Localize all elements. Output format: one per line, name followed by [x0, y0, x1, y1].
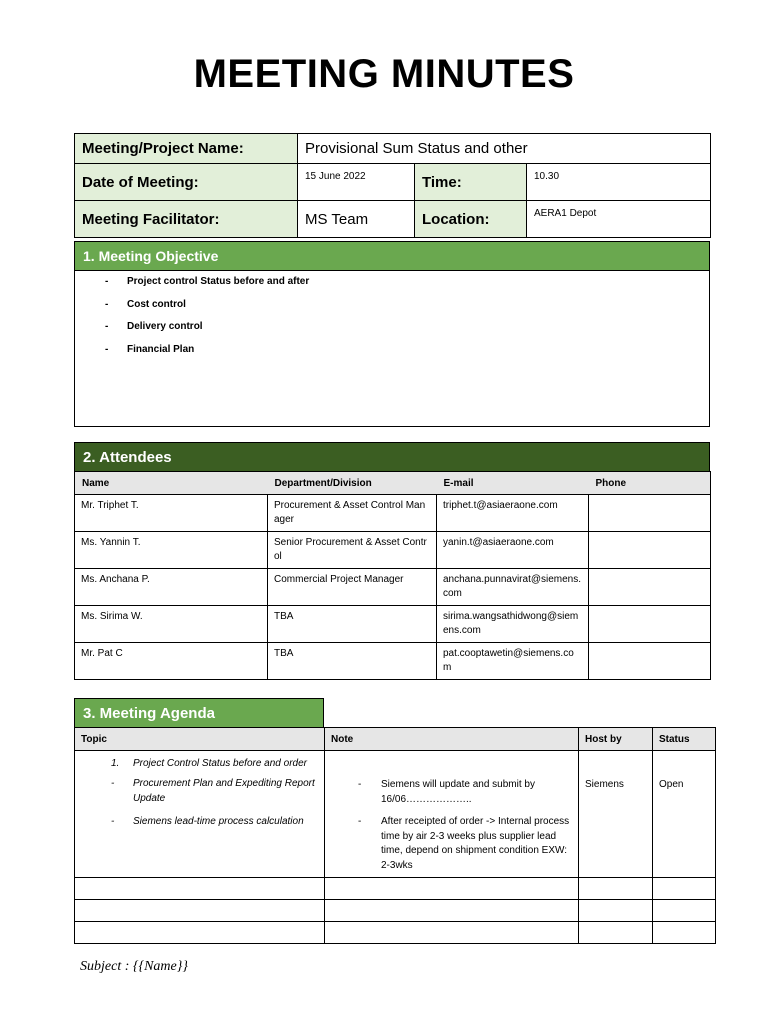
list-item: - Financial Plan — [105, 343, 195, 355]
meeting-info-table — [74, 133, 711, 238]
time-value[interactable]: 10.30 — [527, 164, 711, 201]
location-label: Location: — [415, 201, 527, 238]
column-header-phone: Phone — [589, 472, 711, 495]
objective-list — [75, 271, 709, 361]
agenda-status-cell[interactable] — [653, 878, 716, 900]
agenda-host: Siemens — [585, 779, 624, 790]
column-header-email: E-mail — [437, 472, 589, 495]
time-label: Time: — [415, 164, 527, 201]
list-item: - Procurement Plan and Expediting Report Update — [111, 778, 315, 804]
table-row — [75, 900, 716, 922]
agenda-host-cell[interactable] — [579, 751, 653, 878]
attendee-name[interactable]: Ms. Anchana P. — [75, 569, 268, 606]
attendee-department[interactable]: Procurement & Asset Control Manager — [268, 495, 437, 532]
list-item: - Delivery control — [105, 321, 203, 332]
column-header-department: Department/Division — [268, 472, 437, 495]
list-item: - Siemens lead-time process calculation — [111, 816, 304, 827]
agenda-status-cell[interactable] — [653, 900, 716, 922]
attendee-name[interactable]: Ms. Yannin T. — [75, 532, 268, 569]
agenda-note-cell[interactable] — [325, 878, 579, 900]
attendee-department[interactable]: Commercial Project Manager — [268, 569, 437, 606]
agenda-note-cell[interactable] — [325, 900, 579, 922]
agenda-host-cell[interactable] — [579, 878, 653, 900]
attendee-phone[interactable] — [589, 532, 711, 569]
column-header-name: Name — [75, 472, 268, 495]
attendees-heading: 2. Attendees — [74, 442, 710, 471]
attendee-department[interactable]: TBA — [268, 643, 437, 680]
attendee-phone[interactable] — [589, 495, 711, 532]
attendee-email[interactable]: sirima.wangsathidwong@siemens.com — [437, 606, 589, 643]
facilitator-value[interactable]: MS Team — [298, 201, 415, 238]
date-label: Date of Meeting: — [75, 164, 298, 201]
list-item: - Siemens will update and submit by 16/06……………….. — [358, 779, 535, 805]
agenda-table — [74, 727, 716, 944]
attendee-department[interactable]: Senior Procurement & Asset Control — [268, 532, 437, 569]
table-row — [75, 532, 711, 569]
attendee-email[interactable]: yanin.t@asiaeraone.com — [437, 532, 589, 569]
table-row — [75, 569, 711, 606]
meeting-objective-section — [74, 241, 710, 427]
facilitator-label: Meeting Facilitator: — [75, 201, 298, 238]
objective-heading: 1. Meeting Objective — [75, 242, 709, 271]
agenda-host-cell[interactable] — [579, 900, 653, 922]
table-row — [75, 495, 711, 532]
table-row — [75, 643, 711, 680]
attendee-phone[interactable] — [589, 643, 711, 680]
agenda-topic-cell[interactable] — [75, 900, 325, 922]
agenda-status: Open — [659, 779, 684, 790]
table-row — [75, 878, 716, 900]
column-header-status: Status — [653, 728, 716, 751]
attendee-department[interactable]: TBA — [268, 606, 437, 643]
list-item: - Cost control — [105, 298, 186, 310]
attendee-email[interactable]: triphet.t@asiaeraone.com — [437, 495, 589, 532]
table-row — [75, 922, 716, 944]
agenda-status-cell[interactable] — [653, 922, 716, 944]
agenda-host-cell[interactable] — [579, 922, 653, 944]
agenda-note-cell[interactable] — [325, 922, 579, 944]
column-header-note: Note — [325, 728, 579, 751]
list-item: 1. Project Control Status before and order — [111, 758, 307, 769]
agenda-note-cell[interactable] — [325, 751, 579, 878]
project-name-value[interactable]: Provisional Sum Status and other — [298, 134, 711, 164]
agenda-topic-cell[interactable] — [75, 751, 325, 878]
attendee-name[interactable]: Ms. Sirima W. — [75, 606, 268, 643]
location-value[interactable]: AERA1 Depot — [527, 201, 711, 238]
attendee-name[interactable]: Mr. Triphet T. — [75, 495, 268, 532]
agenda-topic-cell[interactable] — [75, 922, 325, 944]
attendee-name[interactable]: Mr. Pat C — [75, 643, 268, 680]
attendees-table — [74, 471, 711, 680]
attendees-section — [74, 442, 710, 680]
table-row — [75, 606, 711, 643]
column-header-host: Host by — [579, 728, 653, 751]
attendee-phone[interactable] — [589, 606, 711, 643]
document-title: MEETING MINUTES — [193, 52, 575, 96]
column-header-topic: Topic — [75, 728, 325, 751]
attendee-email[interactable]: pat.cooptawetin@siemens.com — [437, 643, 589, 680]
date-value[interactable]: 15 June 2022 — [298, 164, 415, 201]
attendee-email[interactable]: anchana.punnavirat@siemens.com — [437, 569, 589, 606]
agenda-heading: 3. Meeting Agenda — [74, 698, 324, 727]
list-item: - After receipted of order -> Internal process time by air 2-3 weeks plus supplier lead time, depend on shipment condition EXW: 2-3wks — [358, 816, 570, 871]
table-row — [75, 751, 716, 878]
attendee-phone[interactable] — [589, 569, 711, 606]
agenda-topic-cell[interactable] — [75, 878, 325, 900]
agenda-status-cell[interactable] — [653, 751, 716, 878]
subject-line: Subject : {{Name}} — [80, 959, 188, 974]
list-item: - Project control Status before and after — [105, 276, 310, 287]
project-name-label: Meeting/Project Name: — [75, 134, 298, 164]
